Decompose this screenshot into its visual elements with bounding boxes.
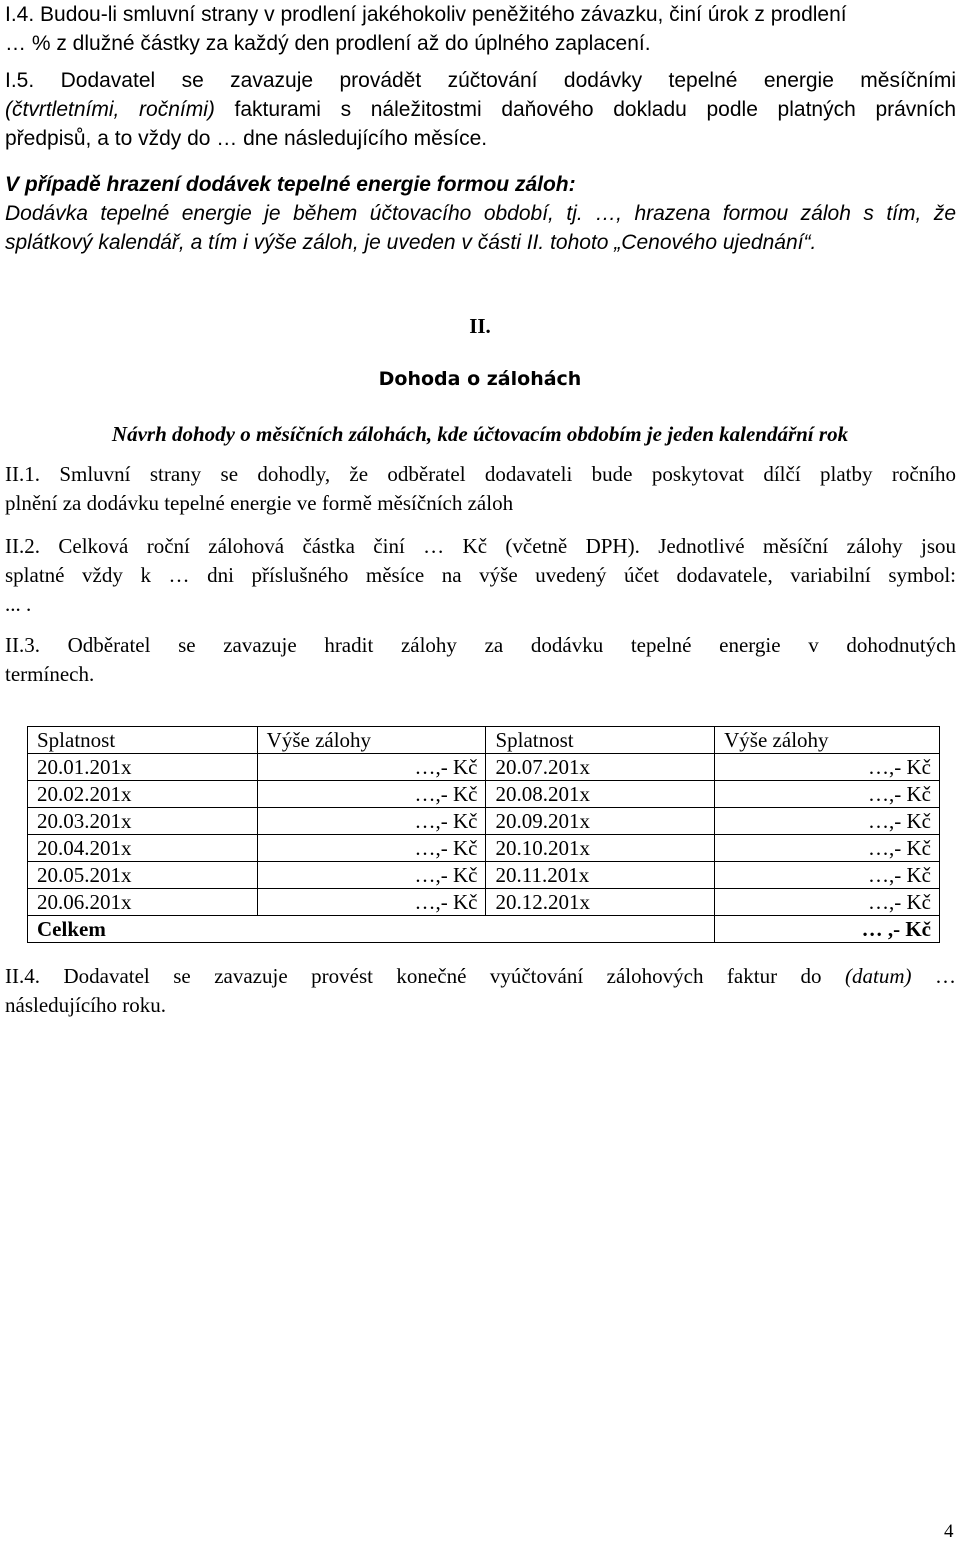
table-header-cell: Výše zálohy: [257, 727, 486, 754]
table-cell: 20.01.201x: [28, 754, 258, 781]
paragraph-line: II.2. Celková roční zálohová částka činí … Kč (včetně DPH). Jednotlivé měsíční zálohy jsou: [5, 534, 956, 558]
table-cell: 20.10.201x: [486, 835, 715, 862]
note-heading: V případě hrazení dodávek tepelné energie formou záloh:: [5, 173, 576, 196]
paragraph-line: II.3. Odběratel se zavazuje hradit zálohy za dodávku tepelné energie v dohodnutých: [5, 633, 956, 657]
table-row: [28, 808, 940, 835]
table-cell: 20.11.201x: [486, 862, 715, 889]
table-row: [28, 754, 940, 781]
paragraph-i5: [5, 66, 956, 153]
paragraph-ii4: [5, 962, 956, 1020]
table-cell: …,- Kč: [715, 889, 940, 916]
table-cell: 20.09.201x: [486, 808, 715, 835]
table-cell: …,- Kč: [257, 835, 486, 862]
paragraph-line: plnění za dodávku tepelné energie ve formě měsíčních záloh: [5, 491, 514, 515]
table-cell: 20.12.201x: [486, 889, 715, 916]
table-cell: …,- Kč: [257, 862, 486, 889]
table-cell: …,- Kč: [715, 781, 940, 808]
table-cell: …,- Kč: [257, 781, 486, 808]
paragraph-line: termínech.: [5, 662, 95, 686]
paragraph-text: II.4. Dodavatel se zavazuje provést konečné vyúčtování zálohových faktur do: [5, 964, 846, 988]
paragraph-ii2: [5, 532, 956, 619]
table-cell: …,- Kč: [257, 889, 486, 916]
table-total-row: [28, 916, 940, 943]
paragraph-line: [5, 962, 956, 991]
payment-schedule-table: [27, 726, 940, 943]
table-header-row: [28, 727, 940, 754]
paragraph-line: II.1. Smluvní strany se dohodly, že odběratel dodavateli bude poskytovat dílčí platby ročního: [5, 462, 956, 486]
table-cell: …,- Kč: [715, 754, 940, 781]
note-line: splátkový kalendář, a tím i výše záloh, je uveden v části II. tohoto „Cenového ujednání“.: [5, 231, 817, 254]
paragraph-line: … % z dlužné částky za každý den prodlení až do úplného zaplacení.: [5, 32, 651, 55]
paragraph-text: fakturami s náležitostmi daňového dokladu podle platných právních: [214, 98, 956, 121]
italic-text: (datum): [845, 964, 912, 988]
italic-text: (čtvrtletními, ročními): [5, 98, 215, 121]
section-title: Dohoda o zálohách: [378, 368, 582, 390]
table-header-cell: Výše zálohy: [715, 727, 940, 754]
table-cell: …,- Kč: [715, 862, 940, 889]
paragraph-i4: [5, 0, 956, 58]
note-line: Dodávka tepelné energie je během účtovacího období, tj. …, hrazena formou záloh s tím, že: [5, 202, 956, 225]
paragraph-line: I.5. Dodavatel se zavazuje provádět zúčtování dodávky tepelné energie měsíčními: [5, 69, 956, 92]
paragraph-text: …: [911, 964, 957, 988]
paragraph-ii1: [5, 460, 956, 518]
table-header-cell: Splatnost: [28, 727, 258, 754]
table-cell: 20.02.201x: [28, 781, 258, 808]
table-cell: …,- Kč: [257, 754, 486, 781]
table-cell: 20.08.201x: [486, 781, 715, 808]
table-cell: …,- Kč: [257, 808, 486, 835]
table-row: [28, 862, 940, 889]
paragraph-line: I.4. Budou-li smluvní strany v prodlení jakéhokoliv peněžitého závazku, činí úrok z prodlení: [5, 3, 847, 26]
table-cell: 20.05.201x: [28, 862, 258, 889]
table-total-value: … ,- Kč: [715, 916, 940, 943]
table-cell: 20.07.201x: [486, 754, 715, 781]
paragraph-line: následujícího roku.: [5, 993, 166, 1017]
paragraph-ii3: [5, 631, 956, 689]
section-subtitle: Návrh dohody o měsíčních zálohách, kde účtovacím obdobím je jeden kalendářní rok: [111, 422, 849, 446]
page-number: 4: [944, 1521, 954, 1542]
table-row: [28, 835, 940, 862]
paragraph-line: předpisů, a to vždy do … dne následujícího měsíce.: [5, 127, 488, 150]
table-cell: …,- Kč: [715, 808, 940, 835]
paragraph-line: ... .: [5, 592, 32, 616]
table-cell: 20.06.201x: [28, 889, 258, 916]
paragraph-line: splatné vždy k … dni příslušného měsíce na výše uvedený účet dodavatele, variabilní symbol:: [5, 563, 956, 587]
table-total-label: Celkem: [28, 916, 715, 943]
advance-payment-note: [5, 170, 956, 257]
table-header-cell: Splatnost: [486, 727, 715, 754]
table-cell: 20.04.201x: [28, 835, 258, 862]
table-cell: 20.03.201x: [28, 808, 258, 835]
paragraph-line: [5, 95, 956, 124]
table-row: [28, 889, 940, 916]
table-row: [28, 781, 940, 808]
section-number: II.: [469, 314, 491, 338]
table-cell: …,- Kč: [715, 835, 940, 862]
